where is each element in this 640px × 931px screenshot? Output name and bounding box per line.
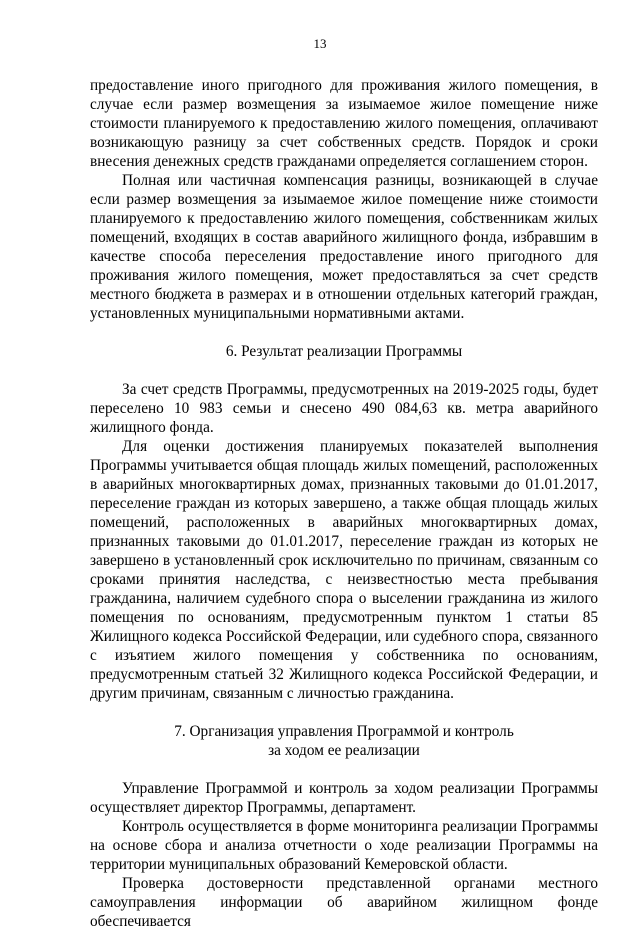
section-heading-7 [90, 722, 598, 760]
paragraph: Для оценки достижения планируемых показателей выполнения Программы учитывается общая площадь жилых помещений, расположенных в аварийных многоквартирных домах, признанных таковыми до 01.01.2017, переселение граждан из которых завершено, а также общая площадь жилых помещений, расположенных в аварийных многоквартирных домах, признанных таковыми до 01.01.2017, переселение граждан из которых не завершено в установленный срок исключительно по причинам, связанным со сроками принятия наследства, с неизвестностью места пребывания гражданина, наличием судебного спора о выселении гражданина из жилого помещения по основаниям, предусмотренным пунктом 1 статьи 85 Жилищного кодекса Российской Федерации, или судебного спора, связанного с изъятием жилого помещения у собственника по основаниям, предусмотренным статьей 32 Жилищного кодекса Российской Федерации, и другим причинам, связанным с личностью гражданина. [90, 438, 598, 702]
body-text [90, 76, 598, 931]
paragraph: Проверка достоверности представленной органами местного самоуправления информации об аварийном жилищном фонде обеспечивается [90, 875, 598, 930]
paragraph: Полная или частичная компенсация разницы, возникающей в случае если размер возмещения за изымаемое жилое помещение ниже стоимости планируемого к предоставлению жилого помещения, собственникам жилых помещений, входящих в состав аварийного жилищного фонда, избравшим в качестве способа переселения предоставление иного пригодного для проживания жилого помещения, может предоставляться за счет средств местного бюджета в размерах и в отношении отдельных категорий граждан, установленных муниципальными нормативными актами. [90, 172, 598, 322]
paragraph: Управление Программой и контроль за ходом реализации Программы осуществляет директор Программы, департамент. [90, 780, 598, 816]
page-number: 13 [313, 36, 327, 51]
paragraph: За счет средств Программы, предусмотренных на 2019-2025 годы, будет переселено 10 983 семьи и снесено 490 084,63 кв. метра аварийного жилищного фонда. [90, 381, 598, 436]
section-heading-7-line1: 7. Организация управления Программой и контроль [174, 723, 514, 740]
paragraph: Контроль осуществляется в форме мониторинга реализации Программы на основе сбора и анализа отчетности о ходе реализации Программы на территории муниципальных образований Кемеровской области. [90, 818, 598, 873]
paragraph: предоставление иного пригодного для проживания жилого помещения, в случае если размер возмещения за изымаемое жилое помещение ниже стоимости планируемого к предоставлению жилого помещения, оплачивают возникающую разницу за счет собственных средств. Порядок и сроки внесения денежных средств гражданами определяется соглашением сторон. [90, 77, 598, 170]
section-heading-6: 6. Результат реализации Программы [225, 343, 463, 360]
section-heading-7-line2: за ходом ее реализации [268, 742, 420, 759]
